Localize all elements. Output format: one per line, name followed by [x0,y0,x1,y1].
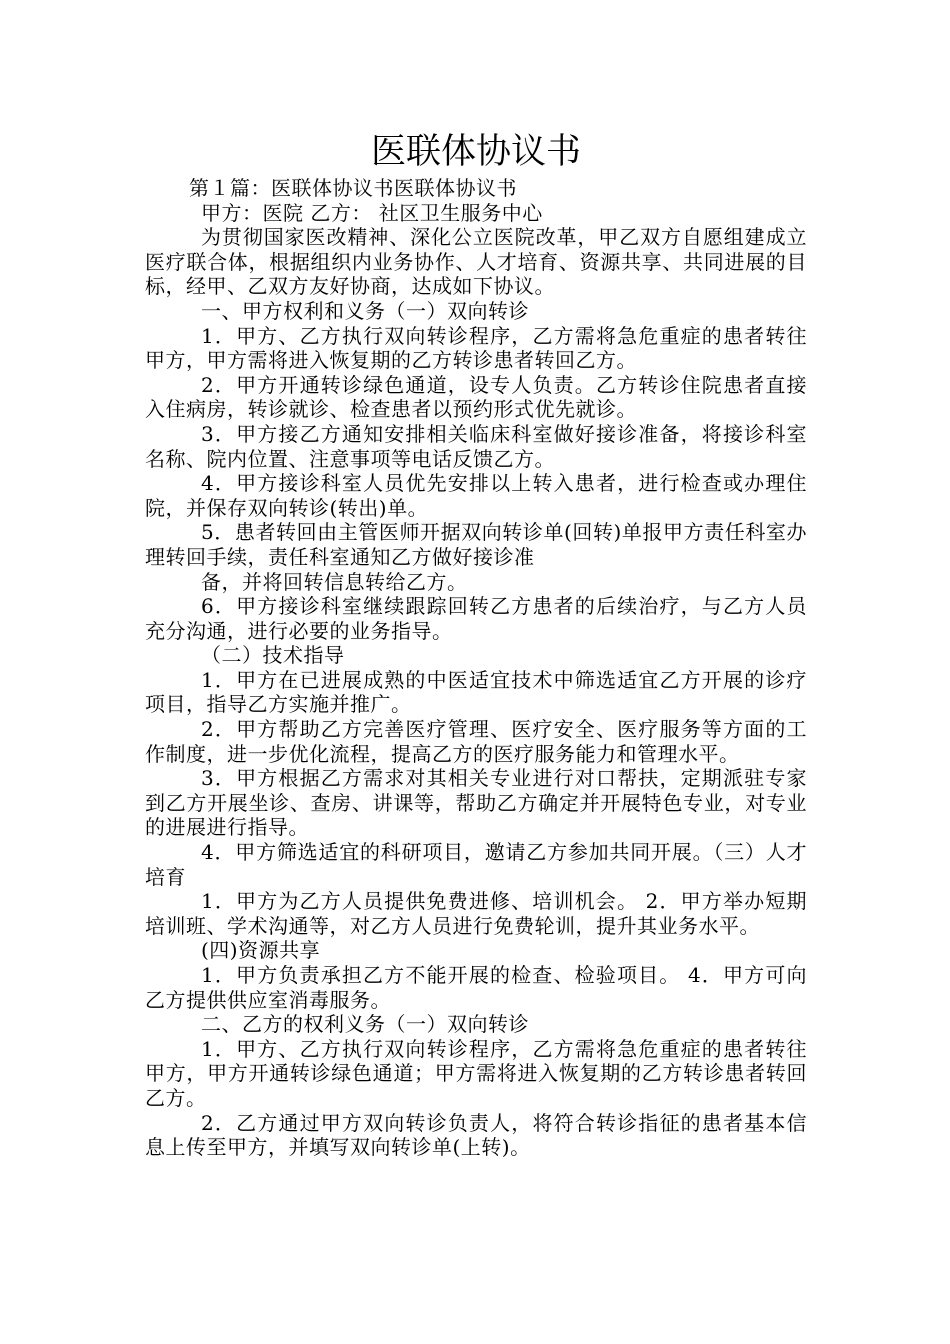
document-title: 医联体协议书 [370,132,581,172]
clause-paragraph: 2．甲方开通转诊绿色通道，设专人负责。乙方转诊住院患者直接入住病房，转诊就诊、检查患者以预约形式优先就诊。 [145,372,807,422]
clause-paragraph: 1．甲方、乙方执行双向转诊程序，乙方需将急危重症的患者转往甲方，甲方需将进入恢复期的乙方转诊患者转回乙方。 [145,323,807,373]
chapter-heading: 第１篇：医联体协议书医联体协议书 [189,176,517,200]
section-heading-party-b: 二、乙方的权利义务（一）双向转诊 [201,1012,529,1037]
clause-paragraph: 2．乙方通过甲方双向转诊负责人，将符合转诊指征的患者基本信息上传至甲方，并填写双向转诊单(上转)。 [145,1110,807,1160]
document-page [145,130,807,1160]
clause-paragraph: 1．甲方负责承担乙方不能开展的检查、检验项目。 4．甲方可向乙方提供供应室消毒服务。 [145,963,807,1012]
preamble-paragraph: 为贯彻国家医改精神、深化公立医院改革，甲乙双方自愿组建成立医疗联合体，根据组织内业务协作、人才培育、资源共享、共同进展的目标，经甲、乙双方友好协商，达成如下协议。 [145,225,807,299]
subsection-heading: (四)资源共享 [201,938,321,963]
clause-paragraph: 5．患者转回由主管医师开据双向转诊单(回转)单报甲方责任科室办理转回手续，责任科室通知乙方做好接诊准 [145,520,807,569]
clause-paragraph: 4．甲方接诊科室人员优先安排以上转入患者，进行检查或办理住院，并保存双向转诊(转出)单。 [145,471,807,520]
subsection-heading: （二）技术指导 [201,643,345,668]
clause-paragraph: 1．甲方、乙方执行双向转诊程序，乙方需将急危重症的患者转往甲方，甲方开通转诊绿色通道；甲方需将进入恢复期的乙方转诊患者转回乙方。 [145,1036,807,1110]
clause-paragraph: 2．甲方帮助乙方完善医疗管理、医疗安全、医疗服务等方面的工作制度，进一步优化流程，提高乙方的医疗服务能力和管理水平。 [145,717,807,766]
clause-paragraph: 3．甲方根据乙方需求对其相关专业进行对口帮扶，定期派驻专家到乙方开展坐诊、查房、讲课等，帮助乙方确定并开展特色专业，对专业的进展进行指导。 [145,766,807,840]
clause-paragraph: 1．甲方在已进展成熟的中医适宜技术中筛选适宜乙方开展的诊疗项目，指导乙方实施并推广。 [145,667,807,717]
clause-continuation: 备，并将回转信息转给乙方。 [201,569,468,594]
clause-paragraph: 1．甲方为乙方人员提供免费进修、培训机会。 2．甲方举办短期培训班、学术沟通等，对乙方人员进行免费轮训，提升其业务水平。 [145,889,807,938]
clause-paragraph: 6．甲方接诊科室继续跟踪回转乙方患者的后续治疗，与乙方人员充分沟通，进行必要的业务指导。 [145,594,807,643]
section-heading-party-a: 一、甲方权利和义务（一）双向转诊 [201,298,529,323]
parties-line: 甲方：医院 乙方： 社区卫生服务中心 [201,200,543,225]
clause-paragraph: 4．甲方筛选适宜的科研项目，邀请乙方参加共同开展。（三）人才培育 [145,840,807,889]
clause-paragraph: 3．甲方接乙方通知安排相关临床科室做好接诊准备，将接诊科室名称、院内位置、注意事项等电话反馈乙方。 [145,421,807,471]
